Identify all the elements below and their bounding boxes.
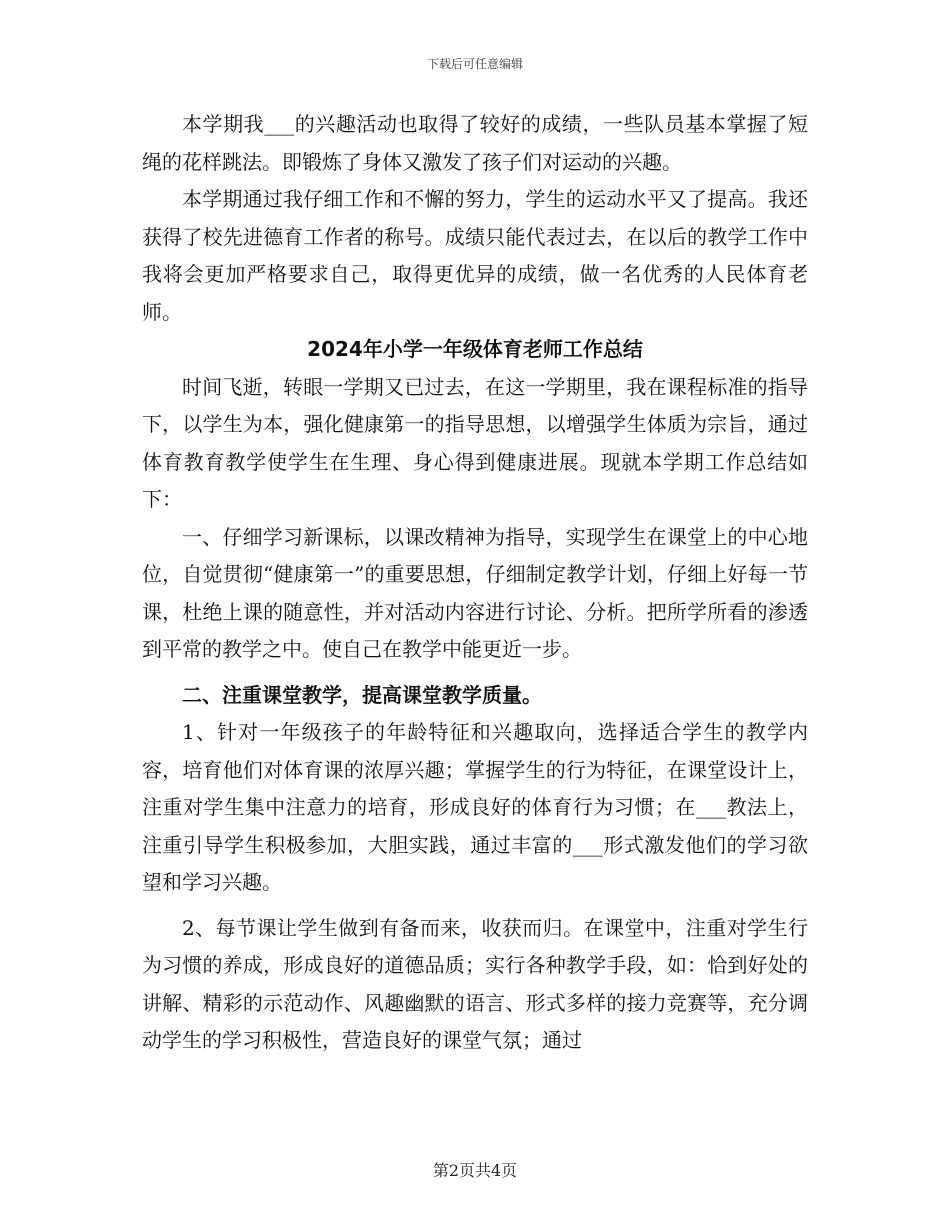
document-title: 2024年小学一年级体育老师工作总结 (307, 337, 643, 361)
section-2-heading: 二、注重课堂教学，提高课堂教学质量。 (182, 682, 542, 707)
paragraph-section-1: 一、仔细学习新课标，以课改精神为指导，实现学生在课堂上的中心地位，自觉贯彻“健康第一”的重要思想，仔细制定教学计划，仔细上好每一节课，杜绝上课的随意性，并对活动内容进行讨论、分析。把所学所看的渗透到平常的教学之中。使自己在教学中能更近一步。 (142, 524, 808, 661)
page-number: 第2页共4页 (432, 1161, 518, 1180)
paragraph-item-1: 1、针对一年级孩子的年龄特征和兴趣取向，选择适合学生的教学内容，培育他们对体育课的浓厚兴趣；掌握学生的行为特征，在课堂设计上，注重对学生集中注意力的培育，形成良好的体育行为习惯；在___教法上，注重引导学生积极参加，大胆实践，通过丰富的___形式激发他们的学习欲望和学习兴趣。 (142, 720, 808, 894)
paragraph-achievements: 本学期通过我仔细工作和不懈的努力，学生的运动水平又了提高。我还获得了校先进德育工作者的称号。成绩只能代表过去，在以后的教学工作中我将会更加严格要求自己，取得更优异的成绩，做一名优秀的人民体育老师。 (142, 187, 808, 324)
document-body (142, 106, 808, 1060)
paragraph-item-2: 2、每节课让学生做到有备而来，收获而归。在课堂中，注重对学生行为习惯的养成，形成良好的道德品质；实行各种教学手段，如：恰到好处的讲解、精彩的示范动作、风趣幽默的语言、形式多样的接力竞赛等，充分调动学生的学习积极性，营造良好的课堂气氛；通过 (142, 915, 808, 1052)
header-note: 下载后可任意编辑 (426, 57, 523, 71)
paragraph-intro: 时间飞逝，转眼一学期又已过去，在这一学期里，我在课程标准的指导下，以学生为本，强化健康第一的指导思想，以增强学生体质为宗旨，通过体育教育教学使学生在生理、身心得到健康进展。现就本学期工作总结如下： (142, 374, 808, 511)
paragraph-interest-activities: 本学期我___的兴趣活动也取得了较好的成绩，一些队员基本掌握了短绳的花样跳法。即锻炼了身体又激发了孩子们对运动的兴趣。 (142, 112, 808, 174)
